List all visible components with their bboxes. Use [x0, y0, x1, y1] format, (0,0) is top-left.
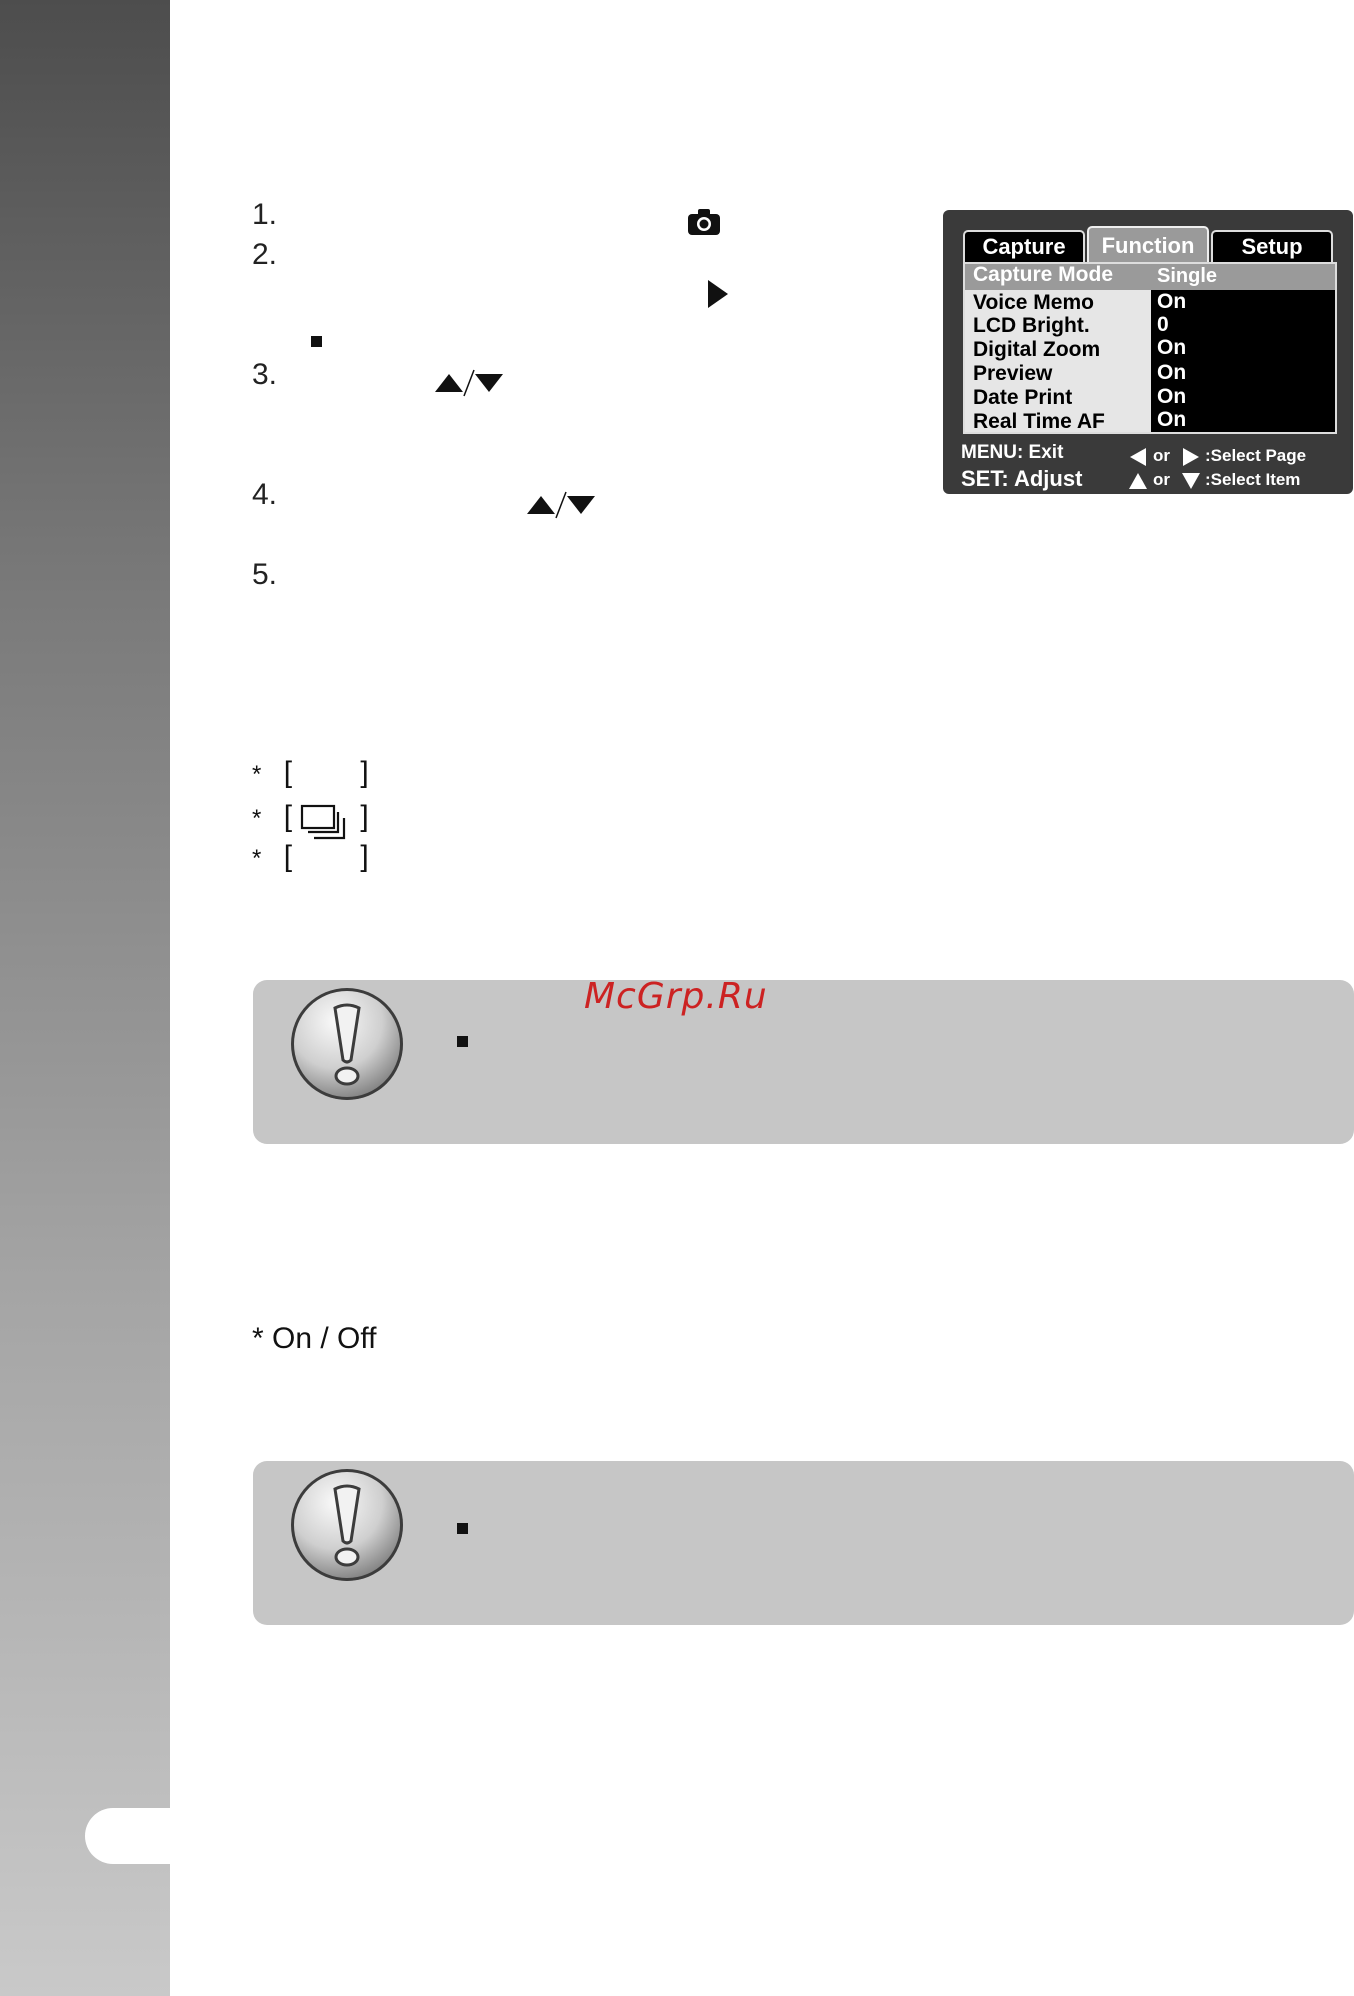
set-adjust-hint: SET: Adjust — [961, 466, 1083, 491]
menu-item-label: LCD Bright. — [973, 314, 1090, 337]
tab-setup: Setup — [1211, 230, 1333, 262]
note-bullet — [457, 1036, 468, 1047]
menu-item-value: On — [1157, 336, 1187, 359]
menu-item-label: Digital Zoom — [973, 338, 1101, 361]
option-line-3 — [252, 840, 369, 874]
tab-function: Function — [1087, 226, 1209, 262]
step-2-bullet — [311, 336, 322, 347]
step-4-number: 4. — [252, 478, 278, 511]
on-off-options: * On / Off — [252, 1322, 377, 1355]
left-sidebar — [0, 0, 170, 1996]
close-bracket: ] — [360, 756, 369, 789]
left-arrow-icon — [1128, 447, 1148, 467]
watermark: McGrp.Ru — [584, 976, 768, 1017]
menu-item-value: On — [1157, 385, 1187, 408]
up-arrow-icon — [1128, 471, 1148, 491]
camera-icon — [687, 207, 721, 237]
step-1-number: 1. — [252, 198, 278, 231]
menu-item-value: On — [1157, 290, 1187, 313]
up-down-arrows-icon — [434, 368, 504, 398]
menu-item-label: Real Time AF — [973, 410, 1105, 433]
menu-item-value: Single — [1157, 265, 1218, 287]
menu-body — [963, 262, 1337, 434]
note-box — [253, 1461, 1354, 1625]
step-3-number: 3. — [252, 358, 278, 391]
open-bracket: [ — [283, 800, 293, 833]
menu-item-label: Preview — [973, 362, 1053, 385]
option-star: * — [252, 845, 262, 872]
menu-exit-hint: MENU: Exit — [961, 442, 1064, 463]
step-2-number: 2. — [252, 238, 278, 271]
select-item-hint: :Select Item — [1205, 470, 1301, 489]
note-bullet — [457, 1523, 468, 1534]
tab-capture: Capture — [963, 230, 1085, 262]
caution-icon — [291, 988, 403, 1100]
page-number-tab — [85, 1808, 175, 1864]
menu-item-value: On — [1157, 361, 1187, 384]
or-label: or — [1153, 446, 1170, 465]
menu-item-value: 0 — [1157, 313, 1169, 336]
up-down-arrows-icon — [526, 490, 596, 520]
note-box — [253, 980, 1354, 1144]
menu-item-label: Capture Mode — [973, 263, 1114, 286]
caution-icon — [291, 1469, 403, 1581]
open-bracket: [ — [283, 756, 293, 789]
close-bracket: ] — [360, 840, 369, 873]
right-arrow-icon — [1181, 447, 1201, 467]
menu-item-label: Date Print — [973, 386, 1073, 409]
menu-item-label: Voice Memo — [973, 291, 1094, 314]
option-star: * — [252, 761, 262, 788]
lcd-menu-screen — [943, 210, 1353, 494]
close-bracket: ] — [360, 800, 369, 833]
select-page-hint: :Select Page — [1205, 446, 1307, 465]
open-bracket: [ — [283, 840, 293, 873]
continuous-shot-icon — [300, 804, 348, 840]
option-line-1 — [252, 756, 369, 790]
step-5-number: 5. — [252, 558, 278, 591]
right-arrow-icon — [706, 278, 730, 310]
option-star: * — [252, 805, 262, 832]
or-label: or — [1153, 470, 1170, 489]
down-arrow-icon — [1181, 471, 1201, 491]
menu-item-value: On — [1157, 408, 1187, 431]
